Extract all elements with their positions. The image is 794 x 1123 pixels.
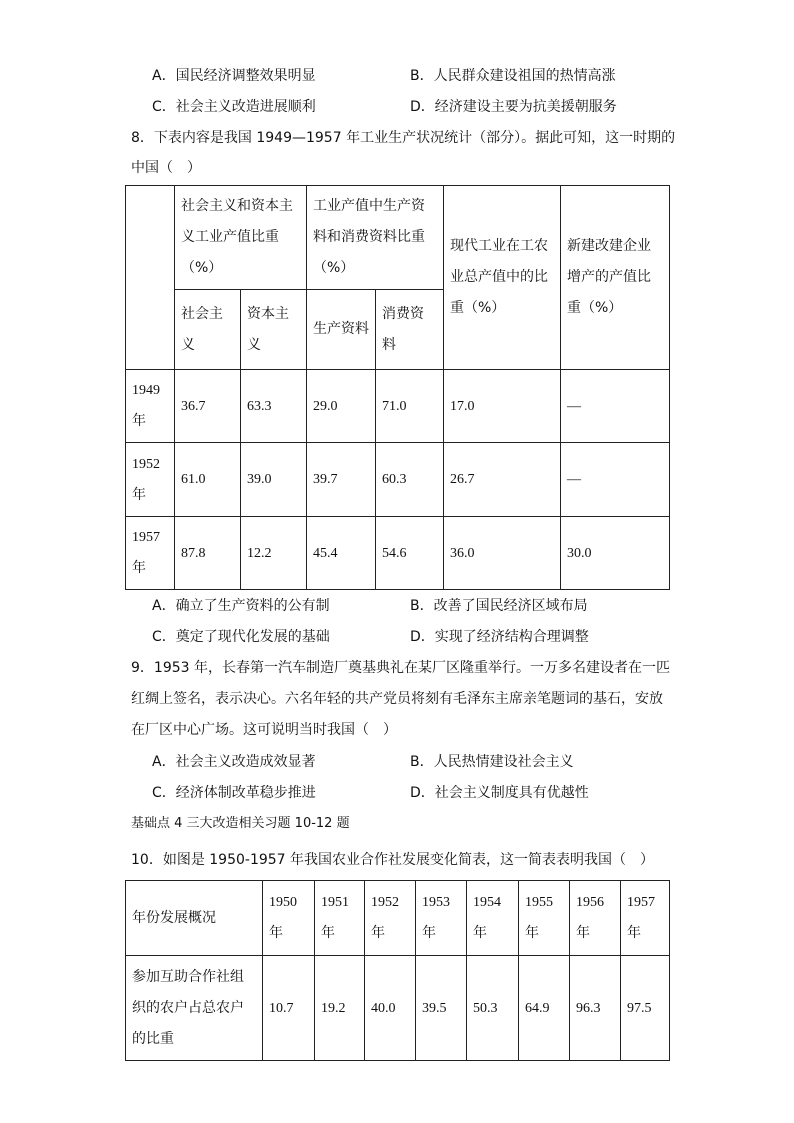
q8-option-c: C．奠定了现代化发展的基础	[152, 629, 330, 645]
q8-cell: 60.3	[376, 443, 444, 517]
q10-cell: 64.9	[519, 956, 570, 1061]
q10-year-header: 1955年	[519, 881, 570, 956]
q10-cell: 97.5	[621, 956, 670, 1061]
section-heading: 基础点 4 三大改造相关习题 10-12 题	[131, 816, 350, 831]
q10-year-header: 1957年	[621, 881, 670, 956]
q8-year-cell: 1957年	[126, 517, 175, 590]
q8-cell: 29.0	[307, 370, 376, 443]
q8-subheader: 消费资料	[376, 290, 444, 370]
table-row	[126, 956, 670, 1061]
q7-option-d: D．经济建设主要为抗美援朝服务	[410, 99, 617, 115]
q10-cell: 10.7	[263, 956, 315, 1061]
q8-cell: 54.6	[376, 517, 444, 590]
table-row	[126, 443, 670, 517]
q9-stem-line1: 9．1953 年，长春第一汽车制造厂奠基典礼在某厂区隆重举行。一万多名建设者在一匹	[131, 660, 670, 676]
q10-year-header: 1956年	[570, 881, 621, 956]
q10-cell: 19.2	[315, 956, 365, 1061]
q8-cell: 36.0	[444, 517, 561, 590]
q7-option-c: C．社会主义改造进展顺利	[152, 99, 316, 115]
q8-stem-line1: 8．下表内容是我国 1949—1957 年工业生产状况统计（部分）。据此可知，这一时期的	[131, 130, 676, 146]
q9-option-a: A．社会主义改造成效显著	[152, 754, 316, 770]
q9-option-c: C．经济体制改革稳步推进	[152, 785, 316, 801]
q10-year-header: 1951年	[315, 881, 365, 956]
q9-option-d: D．社会主义制度具有优越性	[410, 785, 589, 801]
q8-cell: 71.0	[376, 370, 444, 443]
q8-cell: —	[561, 443, 670, 517]
q9-stem-line3: 在厂区中心广场。这可说明当时我国（ ）	[131, 722, 397, 738]
q8-cell: 26.7	[444, 443, 561, 517]
q10-year-header: 1954年	[467, 881, 519, 956]
q8-option-d: D．实现了经济结构合理调整	[410, 629, 589, 645]
table-row	[126, 370, 670, 443]
q8-cell: 61.0	[175, 443, 241, 517]
q8-header-col6: 新建改建企业增产的产值比重（%）	[561, 186, 670, 370]
q8-cell: 63.3	[241, 370, 307, 443]
q10-cell: 96.3	[570, 956, 621, 1061]
q8-year-cell: 1949年	[126, 370, 175, 443]
q8-cell: 36.7	[175, 370, 241, 443]
q8-corner-cell	[126, 186, 175, 370]
q7-option-b: B．人民群众建设祖国的热情高涨	[410, 68, 616, 84]
q8-cell: 39.7	[307, 443, 376, 517]
q8-option-b: B．改善了国民经济区域布局	[410, 598, 588, 614]
q10-stem: 10．如图是 1950-1957 年我国农业合作社发展变化简表，这一简表表明我国（ ）	[131, 852, 655, 868]
q8-year-cell: 1952年	[126, 443, 175, 517]
q10-year-header: 1952年	[365, 881, 416, 956]
q8-cell: 17.0	[444, 370, 561, 443]
q8-subheader: 生产资料	[307, 290, 376, 370]
q8-cell: 45.4	[307, 517, 376, 590]
q8-stem-line2: 中国（ ）	[131, 160, 201, 176]
q8-header-col5: 现代工业在工农业总产值中的比重（%）	[444, 186, 561, 370]
q10-corner-cell: 年份发展概况	[126, 881, 263, 956]
q8-subheader: 资本主义	[241, 290, 307, 370]
q10-year-header: 1950年	[263, 881, 315, 956]
q10-row-label: 参加互助合作社组织的农户占总农户的比重	[126, 956, 263, 1061]
q8-cell: 30.0	[561, 517, 670, 590]
q9-stem-line2: 红绸上签名，表示决心。六名年轻的共产党员将刻有毛泽东主席亲笔题词的基石，安放	[131, 691, 663, 707]
q7-option-a: A．国民经济调整效果明显	[152, 68, 316, 84]
q8-cell: 12.2	[241, 517, 307, 590]
q9-option-b: B．人民热情建设社会主义	[410, 754, 574, 770]
q8-table	[125, 185, 670, 590]
table-row	[126, 517, 670, 590]
q10-cell: 39.5	[416, 956, 467, 1061]
q8-cell: 39.0	[241, 443, 307, 517]
q10-year-header: 1953年	[416, 881, 467, 956]
q8-header-group1: 社会主义和资本主义工业产值比重（%）	[175, 186, 307, 290]
q8-subheader: 社会主义	[175, 290, 241, 370]
q8-option-a: A．确立了生产资料的公有制	[152, 598, 330, 614]
table-row	[126, 881, 670, 956]
q8-cell: 87.8	[175, 517, 241, 590]
q10-cell: 50.3	[467, 956, 519, 1061]
q8-cell: —	[561, 370, 670, 443]
q10-table	[125, 880, 670, 1061]
q10-cell: 40.0	[365, 956, 416, 1061]
q8-header-group2: 工业产值中生产资料和消费资料比重（%）	[307, 186, 444, 290]
